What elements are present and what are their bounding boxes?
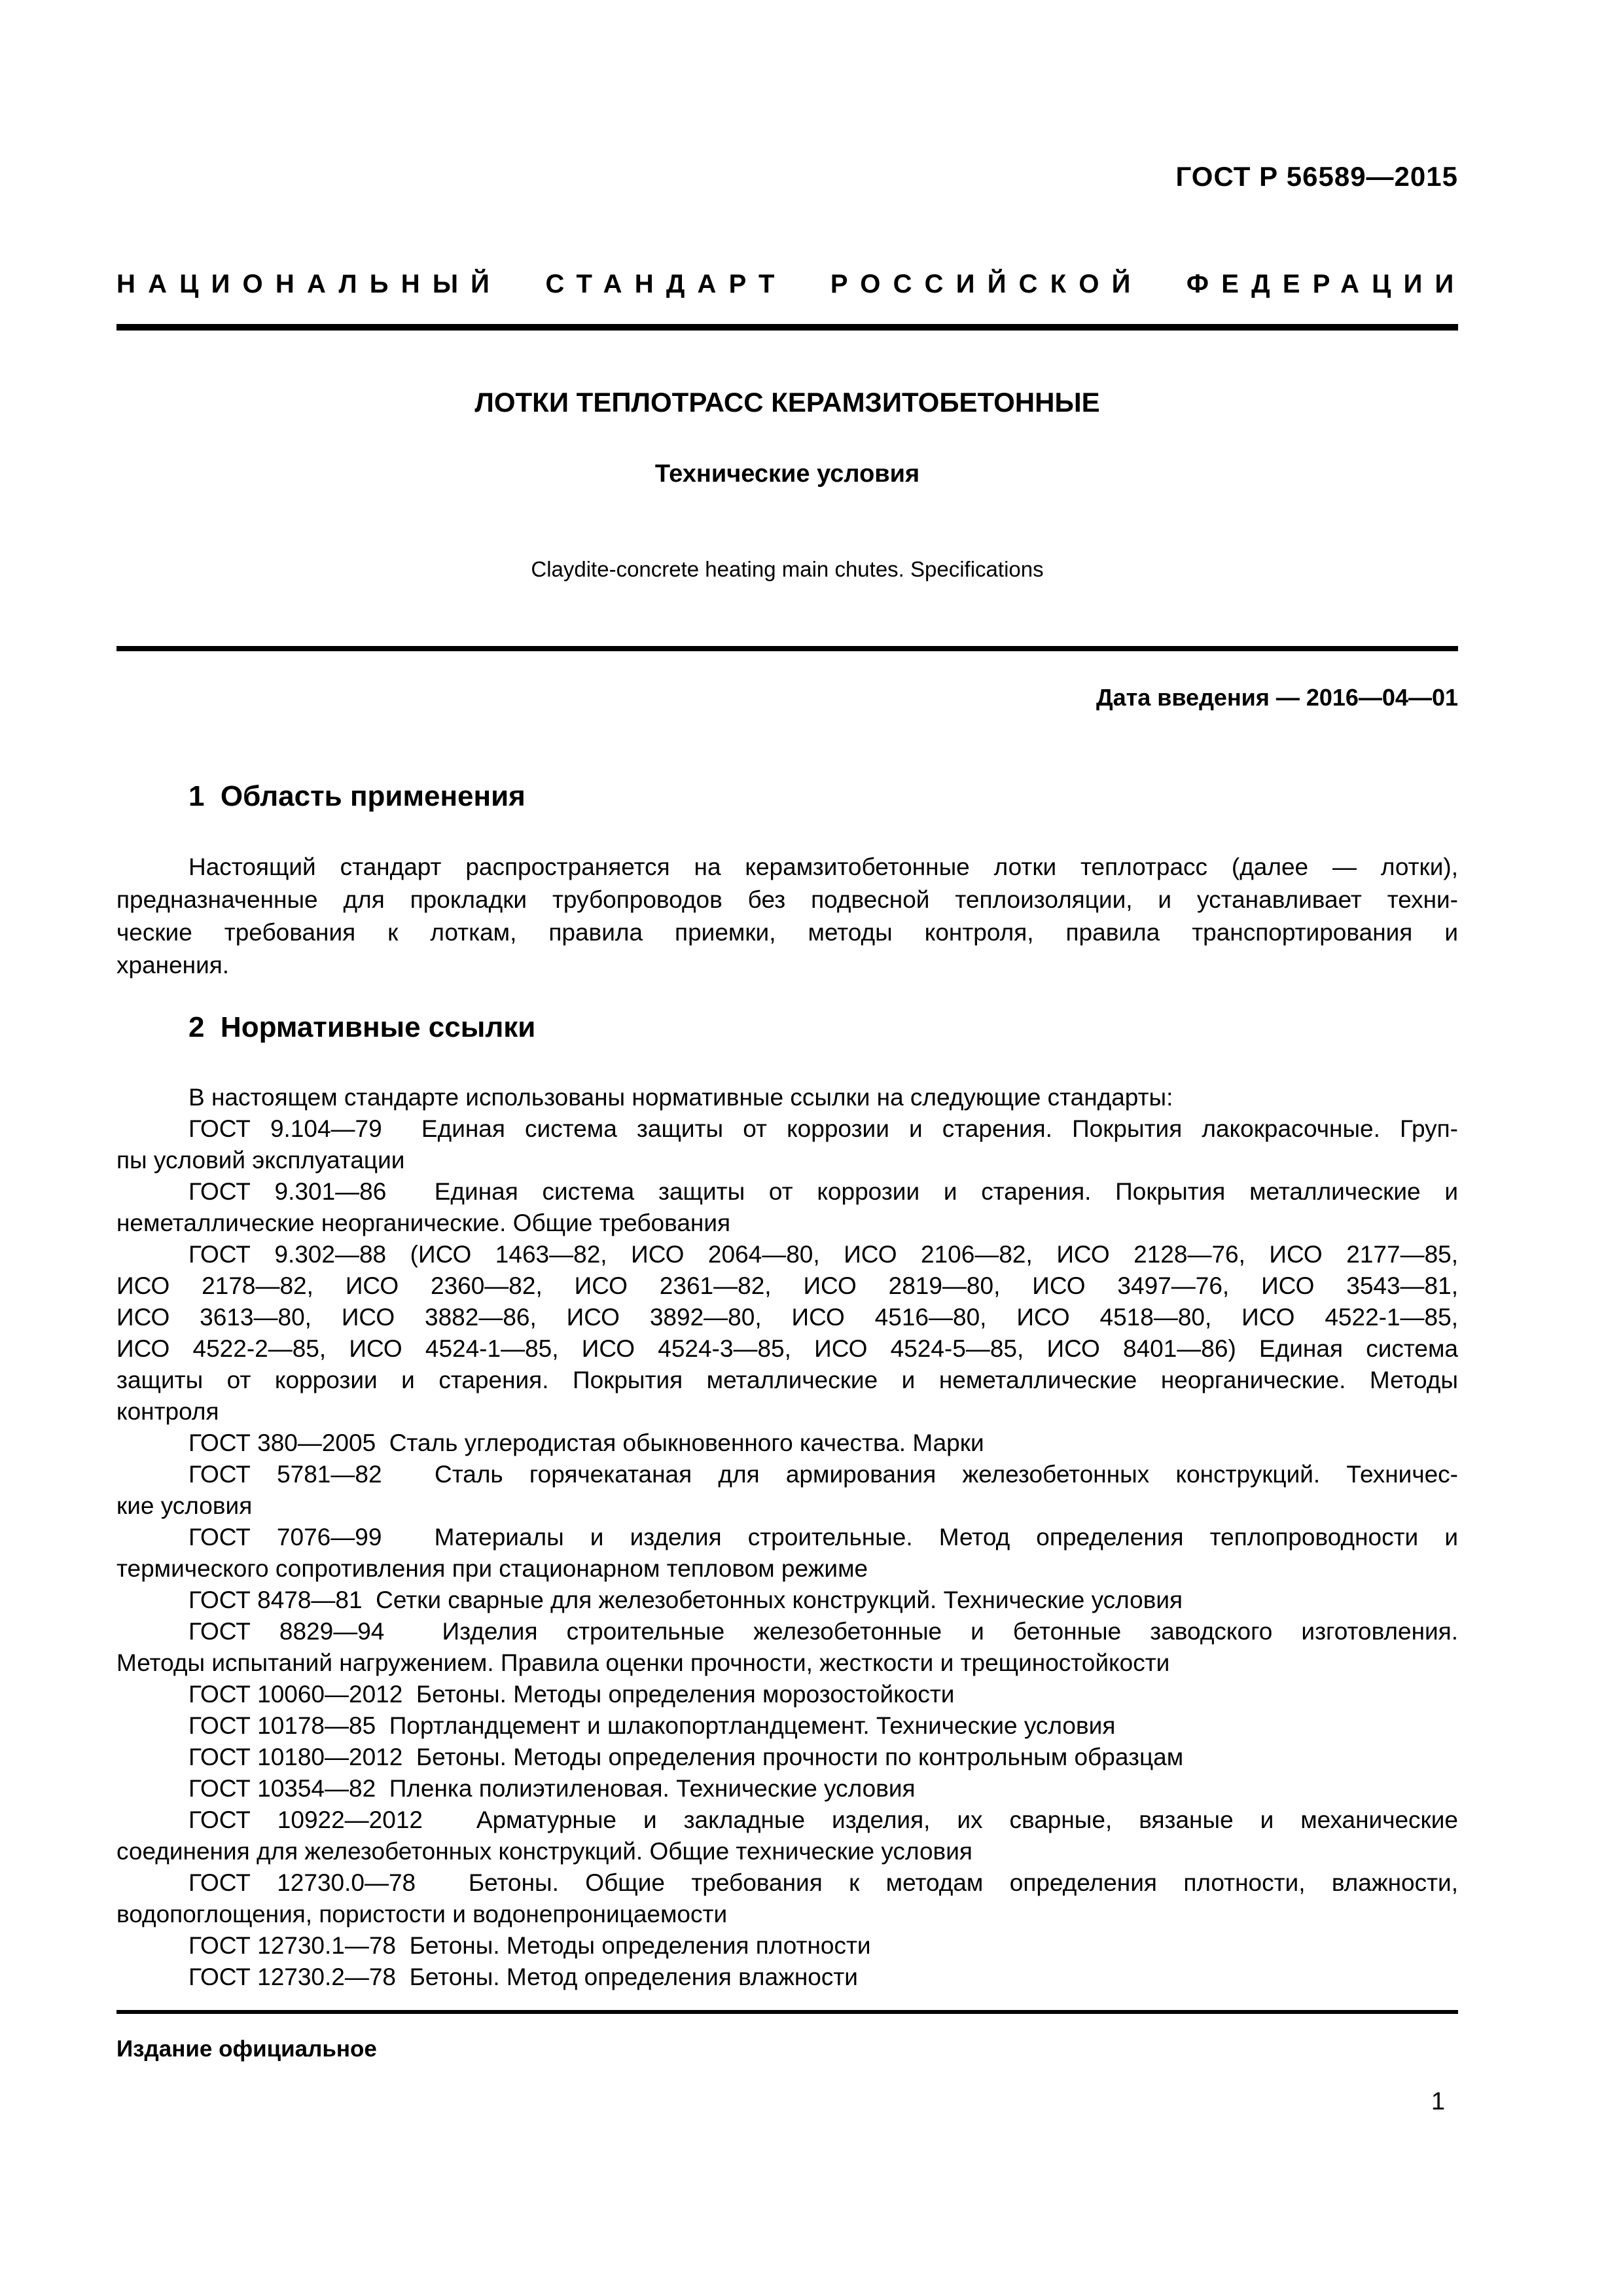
- text-line: ГОСТ 8478—81 Сетки сварные для железобетонных конструкций. Технические условия: [188, 1587, 1183, 1613]
- federation-standard-header: НАЦИОНАЛЬНЫЙ СТАНДАРТ РОССИЙСКОЙ ФЕДЕРАЦИИ: [116, 270, 1467, 298]
- text-line: ГОСТ 7076—99 Материалы и изделия строительные. Метод определения теплопроводности и: [188, 1524, 1458, 1551]
- text-line: водопоглощения, пористости и водонепроницаемости: [116, 1901, 728, 1928]
- text-line: ГОСТ 12730.2—78 Бетоны. Метод определения влажности: [188, 1964, 858, 1990]
- text-line: Настоящий стандарт распространяется на керамзитобетонные лотки теплотрасс (далее — лотки),: [188, 853, 1458, 880]
- footer-rule: [116, 2010, 1458, 2014]
- text-line: В настоящем стандарте использованы нормативные ссылки на следующие стандарты:: [188, 1084, 1173, 1111]
- text-line: ГОСТ 10060—2012 Бетоны. Методы определения морозостойкости: [188, 1681, 955, 1708]
- text-line: ИСО 3613—80, ИСО 3882—86, ИСО 3892—80, ИСО 4516—80, ИСО 4518—80, ИСО 4522-1—85,: [116, 1304, 1458, 1331]
- text-line: ИСО 2178—82, ИСО 2360—82, ИСО 2361—82, ИСО 2819—80, ИСО 3497—76, ИСО 3543—81,: [116, 1272, 1458, 1299]
- text-line: термического сопротивления при стационарном тепловом режиме: [116, 1555, 868, 1582]
- text-line: защиты от коррозии и старения. Покрытия металлические и неметаллические неорганические. Методы: [116, 1367, 1458, 1393]
- text-line: ГОСТ 12730.0—78 Бетоны. Общие требования к методам определения плотности, влажности,: [188, 1869, 1458, 1896]
- section-2-heading: 2 Нормативные ссылки: [188, 1011, 536, 1043]
- header-rule: [116, 324, 1458, 331]
- text-line: ИСО 4522-2—85, ИСО 4524-1—85, ИСО 4524-3—85, ИСО 4524-5—85, ИСО 8401—86) Единая система: [116, 1335, 1458, 1362]
- text-line: пы условий эксплуатации: [116, 1147, 405, 1174]
- title-separator-rule: [116, 646, 1458, 651]
- text-line: ГОСТ 10922—2012 Арматурные и закладные изделия, их сварные, вязаные и механические: [188, 1806, 1458, 1833]
- text-line: хранения.: [116, 952, 230, 978]
- document-subtitle: Технические условия: [654, 460, 920, 488]
- document-title: ЛОТКИ ТЕПЛОТРАСС КЕРАМЗИТОБЕТОННЫЕ: [474, 387, 1100, 418]
- text-line: ГОСТ 5781—82 Сталь горячекатаная для армирования железобетонных конструкций. Техничес-: [188, 1461, 1458, 1488]
- text-line: ГОСТ 9.302—88 (ИСО 1463—82, ИСО 2064—80, ИСО 2106—82, ИСО 2128—76, ИСО 2177—85,: [188, 1241, 1458, 1268]
- text-line: ГОСТ 9.104—79 Единая система защиты от коррозии и старения. Покрытия лакокрасочные. Груп-: [188, 1115, 1458, 1142]
- effective-date: Дата введения — 2016—04—01: [1096, 684, 1458, 711]
- text-line: ГОСТ 10180—2012 Бетоны. Методы определения прочности по контрольным образцам: [188, 1744, 1184, 1770]
- text-line: ГОСТ 8829—94 Изделия строительные железобетонные и бетонные заводского изготовления.: [188, 1618, 1458, 1645]
- text-line: кие условия: [116, 1492, 253, 1519]
- text-line: ГОСТ 12730.1—78 Бетоны. Методы определения плотности: [188, 1932, 871, 1959]
- section-1-heading: 1 Область применения: [188, 780, 526, 812]
- page-number: 1: [1431, 2088, 1445, 2115]
- section-1-body: [116, 851, 1458, 982]
- text-line: соединения для железобетонных конструкций. Общие технические условия: [116, 1838, 972, 1865]
- text-line: контроля: [116, 1398, 219, 1425]
- text-line: неметаллические неорганические. Общие требования: [116, 1210, 731, 1236]
- doc-code: ГОСТ Р 56589—2015: [1175, 161, 1458, 192]
- text-line: ГОСТ 10354—82 Пленка полиэтиленовая. Технические условия: [188, 1775, 916, 1802]
- text-line: ГОСТ 9.301—86 Единая система защиты от коррозии и старения. Покрытия металлические и: [188, 1178, 1458, 1205]
- official-edition-note: Издание официальное: [116, 2036, 377, 2062]
- text-line: ГОСТ 10178—85 Портландцемент и шлакопортландцемент. Технические условия: [188, 1712, 1116, 1739]
- document-title-english: Claydite-concrete heating main chutes. Specifications: [531, 557, 1044, 581]
- text-line: ГОСТ 380—2005 Сталь углеродистая обыкновенного качества. Марки: [188, 1429, 984, 1456]
- text-line: ческие требования к лоткам, правила приемки, методы контроля, правила транспортирования и: [116, 919, 1458, 946]
- section-2-body: [116, 1082, 1458, 1993]
- text-line: предназначенные для прокладки трубопроводов без подвесной теплоизоляции, и устанавливает техни-: [116, 886, 1458, 913]
- text-line: Методы испытаний нагружением. Правила оценки прочности, жесткости и трещиностойкости: [116, 1649, 1170, 1676]
